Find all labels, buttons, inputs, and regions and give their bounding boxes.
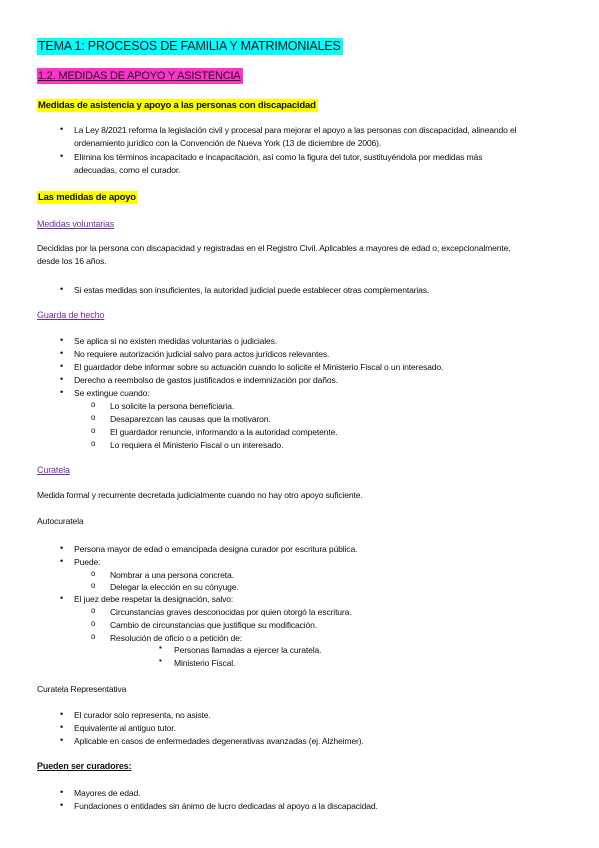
bullet-dot: • bbox=[60, 284, 64, 294]
rep-bullet-3: Aplicable en casos de enfermedades degenerativas avanzadas (ej. Alzheimer). bbox=[74, 736, 364, 746]
voluntarias-bullet: Si estas medidas son insuficientes, la autoridad judicial puede establecer otras complementarias. bbox=[74, 285, 430, 295]
section-heading: 1.2. MEDIDAS DE APOYO Y ASISTENCIA bbox=[37, 68, 243, 84]
heading-asistencia: Medidas de asistencia y apoyo a las personas con discapacidad bbox=[38, 100, 316, 111]
sub-bullet-circle: o bbox=[91, 439, 96, 448]
auto-bullet-1: Persona mayor de edad o emancipada designa curador por escritura pública. bbox=[74, 544, 358, 554]
sub-bullet-square: ▪ bbox=[159, 643, 162, 652]
sub-bullet-circle: o bbox=[91, 426, 96, 435]
intro-bullet-2a: Elimina los términos incapacitado e incapacitación, así como la figura del tutor, sustituyéndola por medidas más bbox=[74, 152, 483, 162]
bullet-dot: • bbox=[60, 361, 64, 371]
guarda-sub-4: Lo requiera el Ministerio Fiscal o un interesado. bbox=[110, 440, 284, 450]
puede-sub-1: Nombrar a una persona concreta. bbox=[110, 570, 234, 580]
guarda-bullet-3: El guardador debe informar sobre su actuación cuando lo solicite el Ministerio Fiscal o un interesado. bbox=[74, 362, 444, 372]
salvo-sub-2: Cambio de circunstancias que justifique su modificación. bbox=[110, 620, 318, 630]
curadores-title: Pueden ser curadores: bbox=[37, 761, 132, 771]
puede-sub-2: Delegar la elección en su cónyuge. bbox=[110, 582, 239, 592]
curatela-representativa-title: Curatela Representativa bbox=[37, 684, 127, 694]
guarda-bullet-2: No requiere autorización judicial salvo para actos jurídicos relevantes. bbox=[74, 349, 330, 359]
document-title: TEMA 1: PROCESOS DE FAMILIA Y MATRIMONIALES bbox=[38, 39, 341, 53]
sub-bullet-circle: o bbox=[91, 400, 96, 409]
auto-bullet-2: Puede: bbox=[74, 557, 101, 567]
guarda-sub-2: Desaparezcan las causas que la motivaron. bbox=[110, 414, 271, 424]
bullet-dot: • bbox=[60, 722, 64, 732]
bullet-dot: • bbox=[60, 787, 64, 797]
sub-bullet-circle: o bbox=[91, 413, 96, 422]
peticion-sub-2: Ministerio Fiscal. bbox=[174, 658, 236, 668]
curadores-bullet-2: Fundaciones o entidades sin ánimo de lucro dedicadas al apoyo a la discapacidad. bbox=[74, 801, 378, 811]
bullet-dot: • bbox=[60, 374, 64, 384]
sub-bullet-square: ▪ bbox=[159, 656, 162, 665]
voluntarias-text-2: desde los 16 años. bbox=[37, 256, 107, 266]
bullet-dot: • bbox=[60, 593, 64, 603]
bullet-dot: • bbox=[60, 800, 64, 810]
heading-medidas-apoyo: Las medidas de apoyo bbox=[38, 192, 136, 203]
intro-bullet-2b: adecuadas, como el curador. bbox=[74, 165, 181, 175]
autocuratela-title: Autocuratela bbox=[37, 516, 84, 526]
sub-bullet-circle: o bbox=[91, 581, 96, 590]
subheading-curatela: Curatela bbox=[37, 465, 70, 475]
curatela-text: Medida formal y recurrente decretada judicialmente cuando no hay otro apoyo suficiente. bbox=[37, 490, 363, 500]
sub-bullet-circle: o bbox=[91, 569, 96, 578]
guarda-bullet-1: Se aplica si no existen medidas voluntarias o judiciales. bbox=[74, 336, 278, 346]
rep-bullet-2: Equivalente al antiguo tutor. bbox=[74, 723, 176, 733]
auto-bullet-3: El juez debe respetar la designación, salvo: bbox=[74, 594, 234, 604]
guarda-bullet-5: Se extingue cuando: bbox=[74, 388, 150, 398]
bullet-dot: • bbox=[60, 735, 64, 745]
guarda-sub-1: Lo solicite la persona beneficiaria. bbox=[110, 401, 235, 411]
bullet-dot: • bbox=[60, 348, 64, 358]
bullet-dot: • bbox=[60, 335, 64, 345]
subheading-voluntarias: Medidas voluntarias bbox=[37, 219, 115, 229]
bullet-dot: • bbox=[60, 151, 64, 161]
sub-bullet-circle: o bbox=[91, 619, 96, 628]
guarda-sub-3: El guardador renuncie, informando a la autoridad competente. bbox=[110, 427, 338, 437]
bullet-dot: • bbox=[60, 124, 64, 134]
rep-bullet-1: El curador solo representa, no asiste. bbox=[74, 710, 211, 720]
salvo-sub-3: Resolución de oficio o a petición de: bbox=[110, 633, 243, 643]
peticion-sub-1: Personas llamadas a ejercer la curatela. bbox=[174, 645, 322, 655]
salvo-sub-1: Circunstancias graves desconocidas por quien otorgó la escritura. bbox=[110, 607, 352, 617]
bullet-dot: • bbox=[60, 387, 64, 397]
sub-bullet-circle: o bbox=[91, 632, 96, 641]
voluntarias-text-1: Decididas por la persona con discapacidad y registradas en el Registro Civil. Aplicables a mayores de edad o, excepcionalmente, bbox=[37, 243, 511, 253]
bullet-dot: • bbox=[60, 556, 64, 566]
bullet-dot: • bbox=[60, 543, 64, 553]
curadores-bullet-1: Mayores de edad. bbox=[74, 788, 141, 798]
guarda-bullet-4: Derecho a reembolso de gastos justificados e indemnización por daños. bbox=[74, 375, 338, 385]
intro-bullet-1a: La Ley 8/2021 reforma la legislación civil y procesal para mejorar el apoyo a las personas con discapacidad, alineando el bbox=[74, 125, 517, 135]
sub-bullet-circle: o bbox=[91, 606, 96, 615]
intro-bullet-1b: ordenamiento jurídico con la Convención de Nueva York (13 de diciembre de 2006). bbox=[74, 138, 382, 148]
subheading-guarda: Guarda de hecho bbox=[37, 310, 105, 320]
bullet-dot: • bbox=[60, 709, 64, 719]
